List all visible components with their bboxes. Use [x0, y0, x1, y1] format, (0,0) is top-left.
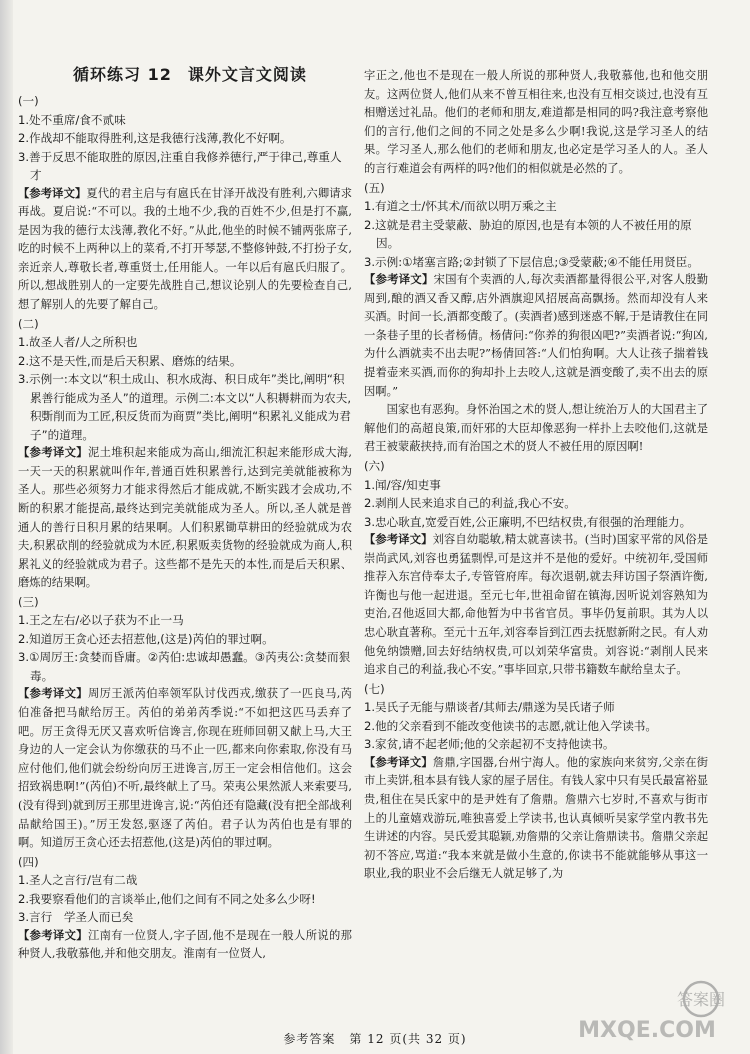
- watermark-badge: 答案圈: [676, 990, 725, 1009]
- ref-tag: 【参考译文】: [18, 687, 88, 701]
- answer-1-1: 1.处不重席/食不贰味: [18, 112, 126, 127]
- section-label-6: (六): [364, 459, 385, 473]
- answer-7-1: 1.吴氏子无能与鼎谈者/其师去/鼎遂为吴氏诸子师: [364, 700, 615, 715]
- title-subtitle: 课外文言文阅读: [187, 65, 307, 84]
- answer-6-3: 3.忠心耿直,宽爱百姓,公正廉明,不巴结权贵,有很强的治理能力。: [364, 514, 692, 529]
- reference-translation-5: [364, 271, 708, 401]
- footer-page-total: (共 32 页): [402, 1032, 467, 1046]
- section-label-3: (三): [18, 594, 39, 609]
- section-label-5: (五): [364, 180, 385, 195]
- answer-3-3: 3.①周厉王:贪婪而昏庸。②芮伯:忠诚却愚蠢。③芮夷公:贪婪而狠毒。: [18, 650, 351, 683]
- ref-tag: 【参考译文】: [364, 755, 433, 769]
- reference-translation-6: [364, 531, 708, 680]
- title-label: 循环练习 12: [73, 65, 172, 84]
- ref-body: 周厉王派芮伯率领军队讨伐西戎,缴获了一匹良马,芮伯准备把马献给厉王。芮伯的弟弟芮季说:“不如把这匹马丢弃了吧。厉王贪得无厌又喜欢听信谗言,你现在班师回朝又献上马,大王身边的人一定会认为你缴获的马不止一匹,都来向你索取,你没有马应付他们,他们就会纷纷向厉王进谗言,厉王一定会相信他们。这会招致祸患啊!”(芮伯)不听,最终献上了马。荣夷公果然派人来索要马,(没有得到)就到厉王那里进谗言,说:“芮伯还有隐藏(没有把全部战利品献给国王)。”厉王发怒,驱逐了芮伯。君子认为芮伯也是有罪的啊。知道厉王贪心还去招惹他,(这是)芮伯的罪过啊。: [18, 687, 352, 850]
- answer-3-2: 2.知道厉王贪心还去招惹他,(这是)芮伯的罪过啊。: [18, 631, 274, 646]
- section-label-7: (七): [364, 681, 385, 696]
- section-label-1: (一): [18, 94, 39, 108]
- ref-body: 江南有一位贤人,字子固,他不是现在一般人所说的那种贤人,我敬慕他,并和他交朋友。淮南有一位贤人,: [18, 928, 352, 961]
- ref-tag: 【参考译文】: [364, 273, 434, 287]
- right-column: [364, 67, 708, 884]
- page-title: [73, 64, 352, 86]
- reference-translation-4-continued: 字正之,他也不是现在一般人所说的那种贤人,我敬慕他,也和他交朋友。这两位贤人,他们从来不曾互相往来,也没有互相交谈过,也没有互相赠送过礼品。他们的老师和朋友,难道都是相同的吗?我注意考察他们的言行,他们之间的不同之处是多么少啊!我说,这是学习圣人的结果。学习圣人,那么他们的老师和朋友,也必定是学习圣人的人。圣人的言行难道会有两样的吗?他们的相似就是必然的了。: [364, 69, 708, 175]
- answer-5-2: 2.这就是君主受蒙蔽、胁迫的原因,也是有本领的人不被任用的原因。: [364, 217, 692, 251]
- answer-4-1: 1.圣人之言行/岂有二哉: [18, 873, 138, 888]
- answer-5-3: 3.示例:①堵塞言路;②封锁了下层信息;③受蒙蔽;④不能任用贤臣。: [364, 254, 699, 269]
- ref-body: 泥土堆积起来能成为高山,细流汇积起来能形成大海,一天一天的积累就叫作年,普通百姓积累善行,达到完美就能被称为圣人。那些必须努力才能求得然后才能成就,不断实践才会成功,不断的积累才能提高,最终达到完美就能成为圣人。所以,圣人就是普通人的善行日积月累的结果啊。人们积累锄草耕田的经验就成为农夫,积累砍削的经验就成为木匠,积累贩卖货物的经验就成为商人,积累礼义的经验就成为君子。这些都不是先天的本性,而是后天积累、磨炼的结果啊。: [18, 446, 352, 590]
- ref-tag: 【参考译文】: [18, 186, 87, 200]
- ref-body: 宋国有个卖酒的人,每次卖酒都量得很公平,对客人殷勤周到,酿的酒又香又醇,店外酒旗迎风招展高高飘扬。然而却没有人来买酒。时间一长,酒都变酸了。(卖酒者)感到迷惑不解,于是请教住在同一条巷子里的长者杨倩。杨倩问:“你养的狗很凶吧?”卖酒者说:“狗凶,为什么酒就卖不出去呢?”杨倩回答:“人们怕狗啊。大人让孩子揣着钱提着壶来买酒,而你的狗却扑上去咬人,这就是酒变酸了,卖不出去的原因啊。”: [364, 273, 708, 398]
- answer-2-3: 3.示例一:本文以“积土成山、积水成海、积日成年”类比,阐明“积累善行能成为圣人”的道理。示例二:本文以“人积耨耕而为农夫,积斲削而为工匠,积反货而为商贾”类比,阐明“积累礼义能成为君子”的道理。: [18, 372, 352, 442]
- answer-7-2: 2.他的父亲看到不能改变他读书的志愿,就让他入学读书。: [364, 718, 657, 733]
- ref-body: 夏代的君主启与有扈氏在甘泽开战没有胜利,六卿请求再战。夏启说:“不可以。我的土地不少,我的百姓不少,但是打不赢,是因为我的德行太浅薄,教化不好。”从此,他坐的时候不铺两张席子,吃的时候不上两种以上的菜肴,不打开琴瑟,不整修钟鼓,不打扮子女,亲近亲人,尊敬长者,尊重贤士,任用能人。一年以后有扈氏归服了。所以,想战胜别人的一定要先战胜自己,想议论别人的先要检查自己,想了解别人的先要了解自己。: [18, 186, 352, 312]
- binding-edge: [0, 0, 13, 1054]
- answer-2-2: 2.这不是天性,而是后天积累、磨炼的结果。: [18, 353, 242, 368]
- reference-translation-4: [18, 927, 352, 964]
- ref-tag: 【参考译文】: [364, 533, 433, 546]
- ref-tag: 【参考译文】: [18, 928, 88, 942]
- reference-translation-5-para2: 国家也有恶狗。身怀治国之术的贤人,想让统治万人的大国君主了解他们的高超良策,而奸邪的大臣却像恶狗一样扑上去咬他们,这就是君王被蒙蔽挟持,而有治国之术的贤人不被任用的原因啊!: [364, 403, 708, 454]
- reference-translation-2: [18, 444, 352, 593]
- answer-1-2: 2.作战却不能取得胜利,这是我德行浅薄,教化不好啊。: [18, 131, 292, 145]
- answer-6-2: 2.剥削人民来追求自己的利益,我心不安。: [364, 496, 576, 510]
- left-column: [18, 64, 352, 964]
- answer-4-2: 2.我要察看他们的言谈举止,他们之间有不同之处多么少呀!: [18, 891, 316, 906]
- ref-body: 刘容自幼聪敏,精太就喜读书。(当时)国家平常的风俗是崇尚武风,刘容也勇猛剽悍,可是这并不是他的爱好。中统初年,受国师推荐入东宫侍奉太子,专管管府库。每次退朝,就去拜访国子祭酒许衡,许衡也与他一起进退。至元七年,世祖命留在镇海,因听说刘容熟知为吏治,召他返回大都,命他暂为中书省官员。事毕仍复前职。其为人以忠心耿直著称。至元十五年,刘容奉旨到江西去抚慰新附之民。有人劝他免纳馈赠,回去好结纳权贵,可以刘荣华富贵。刘容说:“剥削人民来追求自己的利益,我心不安。”事毕回京,只带书籍数车献给皇太子。: [364, 533, 708, 677]
- ref-tag: 【参考译文】: [18, 446, 88, 460]
- answer-5-1: 1.有道之士/怀其术/而欲以明万乘之主: [364, 199, 557, 214]
- section-label-2: (二): [18, 316, 39, 331]
- footer-label: 参考答案: [283, 1032, 336, 1046]
- answer-2-1: 1.故圣人者/人之所积也: [18, 335, 138, 350]
- answer-7-3: 3.家贫,请不起老师;他的父亲起初不支持他读书。: [364, 737, 615, 752]
- ref-body: 詹鼎,字国器,台州宁海人。他的家族向来贫穷,父亲在街市上卖饼,租本县有钱人家的屋子居住。有钱人家中只有吴氏最富裕显贵,租住在吴氏家中的是尹姓有了詹鼎。詹鼎六七岁时,不喜欢与街市上的儿童嬉戏游玩,唯独喜爱上学读书,也认真倾听吴家学堂内教书先生讲述的内容。吴氏爱其聪颖,劝詹鼎的父亲让詹鼎读书。詹鼎父亲起初不答应,骂道:“我本来就是做小生意的,你读书不能就能够从事这一职业,我的职业不会后继无人就足够了,为: [364, 755, 708, 881]
- page-footer: [0, 1030, 750, 1047]
- footer-page-number: 第 12 页: [349, 1032, 403, 1046]
- answer-6-1: 1.闻/容/知吏事: [364, 477, 441, 492]
- reference-translation-7: [364, 754, 708, 884]
- reference-translation-3: [18, 685, 352, 852]
- section-label-4: (四): [18, 854, 39, 869]
- answer-1-3: 3.善于反思不能取胜的原因,注重自我修养德行,严于律己,尊重人才: [18, 149, 342, 182]
- answer-3-1: 1.王之左右/必以子获为不止一马: [18, 613, 184, 628]
- reference-translation-1: [18, 185, 352, 315]
- answer-4-3: 3.言行 学圣人而已矣: [18, 910, 134, 925]
- watermark-brand: MXQE.COM: [578, 1018, 716, 1043]
